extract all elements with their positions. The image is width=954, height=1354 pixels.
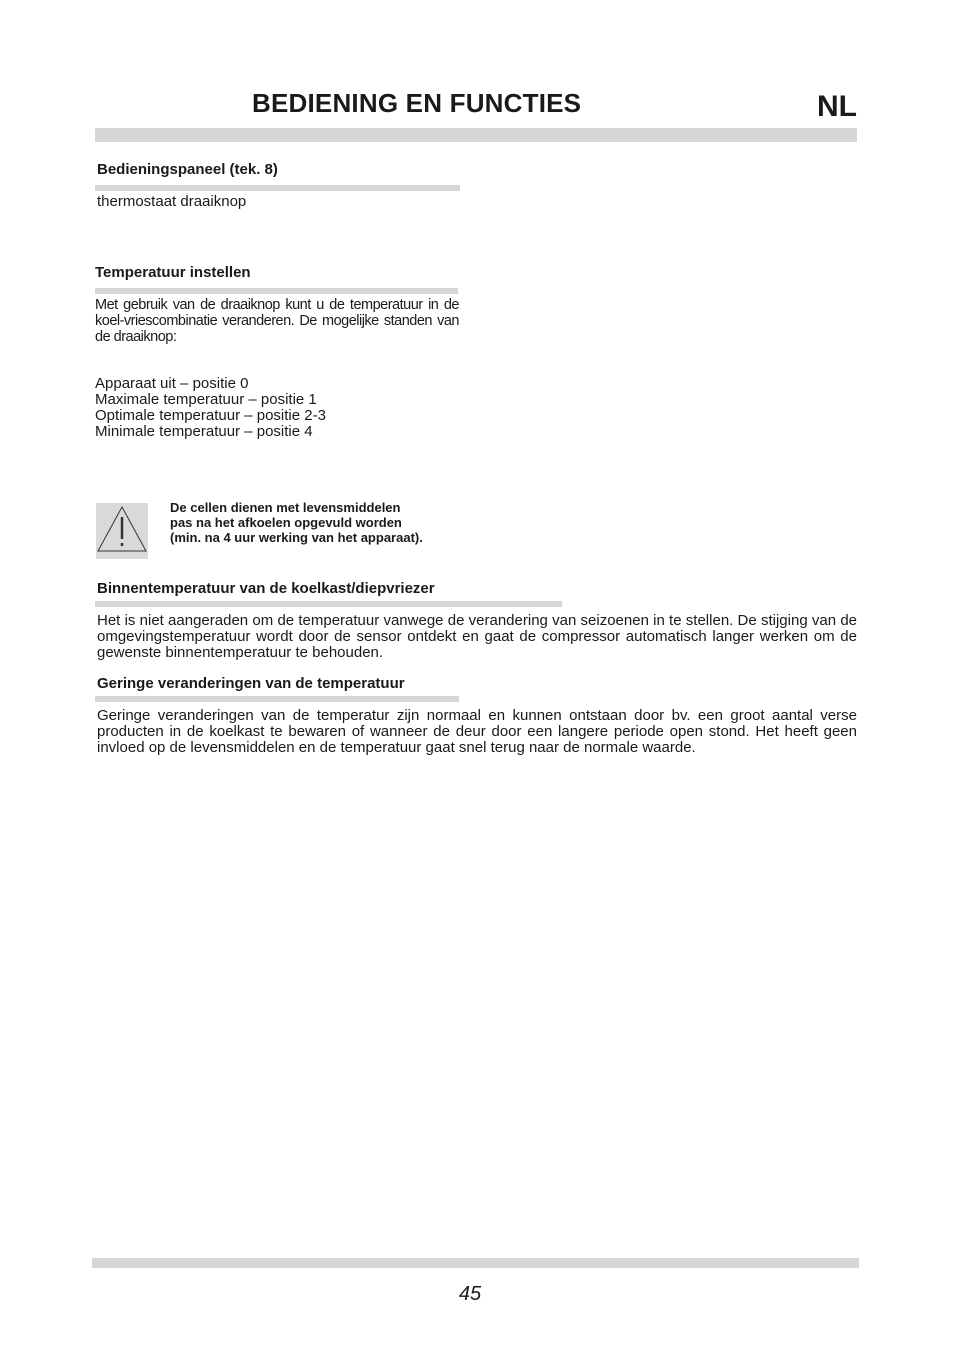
warning-triangle-icon (96, 503, 148, 559)
panel-text: thermostaat draaiknop (97, 193, 247, 210)
page-number: 45 (458, 1283, 482, 1305)
position-list (95, 376, 326, 440)
warning-line: (min. na 4 uur werking van het apparaat). (170, 530, 423, 545)
section-underline-small-changes (95, 696, 459, 702)
temp-set-text: Met gebruik van de draaiknop kunt u de temperatuur in de koel-vriescombinatie veranderen. De mogelijke standen van de draaiknop: (95, 297, 459, 345)
page-title: BEDIENING EN FUNCTIES (252, 88, 582, 118)
section-underline-panel (95, 185, 460, 191)
warning-text (170, 500, 423, 545)
list-item: Maximale temperatuur – positie 1 (95, 391, 317, 408)
section-underline-inner-temp (95, 601, 562, 607)
warning-line: De cellen dienen met levensmiddelen (170, 500, 401, 515)
warning-line: pas na het afkoelen opgevuld worden (170, 515, 402, 530)
language-code: NL (817, 90, 857, 123)
list-item: Apparaat uit – positie 0 (95, 375, 249, 392)
list-item: Optimale temperatuur – positie 2-3 (95, 407, 326, 424)
section-underline-temp-set (95, 288, 458, 294)
warning-box (96, 503, 148, 559)
section-heading-inner-temp: Binnentemperatuur van de koelkast/diepvriezer (97, 580, 435, 597)
header-divider (95, 128, 857, 142)
section-heading-small-changes: Geringe veranderingen van de temperatuur (97, 675, 405, 692)
section-heading-panel: Bedieningspaneel (tek. 8) (97, 161, 278, 178)
list-item: Minimale temperatuur – positie 4 (95, 423, 313, 440)
section-heading-temp-set: Temperatuur instellen (95, 264, 251, 281)
footer-divider (92, 1258, 859, 1268)
inner-temp-text: Het is niet aangeraden om de temperatuur vanwege de verandering van seizoenen in te stellen. De stijging van de omgevingstemperatuur wordt door de sensor ontdekt en gaat de compressor automatisch langer werken om de gewenste binnentemperatuur te behouden. (97, 612, 857, 661)
small-changes-text: Geringe veranderingen van de temperatur zijn normaal en kunnen ontstaan door bv. een groot aantal verse producten in de koelkast te bewaren of wanneer de deur door een langere periode open stond. Het heeft geen invloed op de levensmiddelen en de temperatuur gaat snel terug naar de normale waarde. (97, 707, 857, 756)
